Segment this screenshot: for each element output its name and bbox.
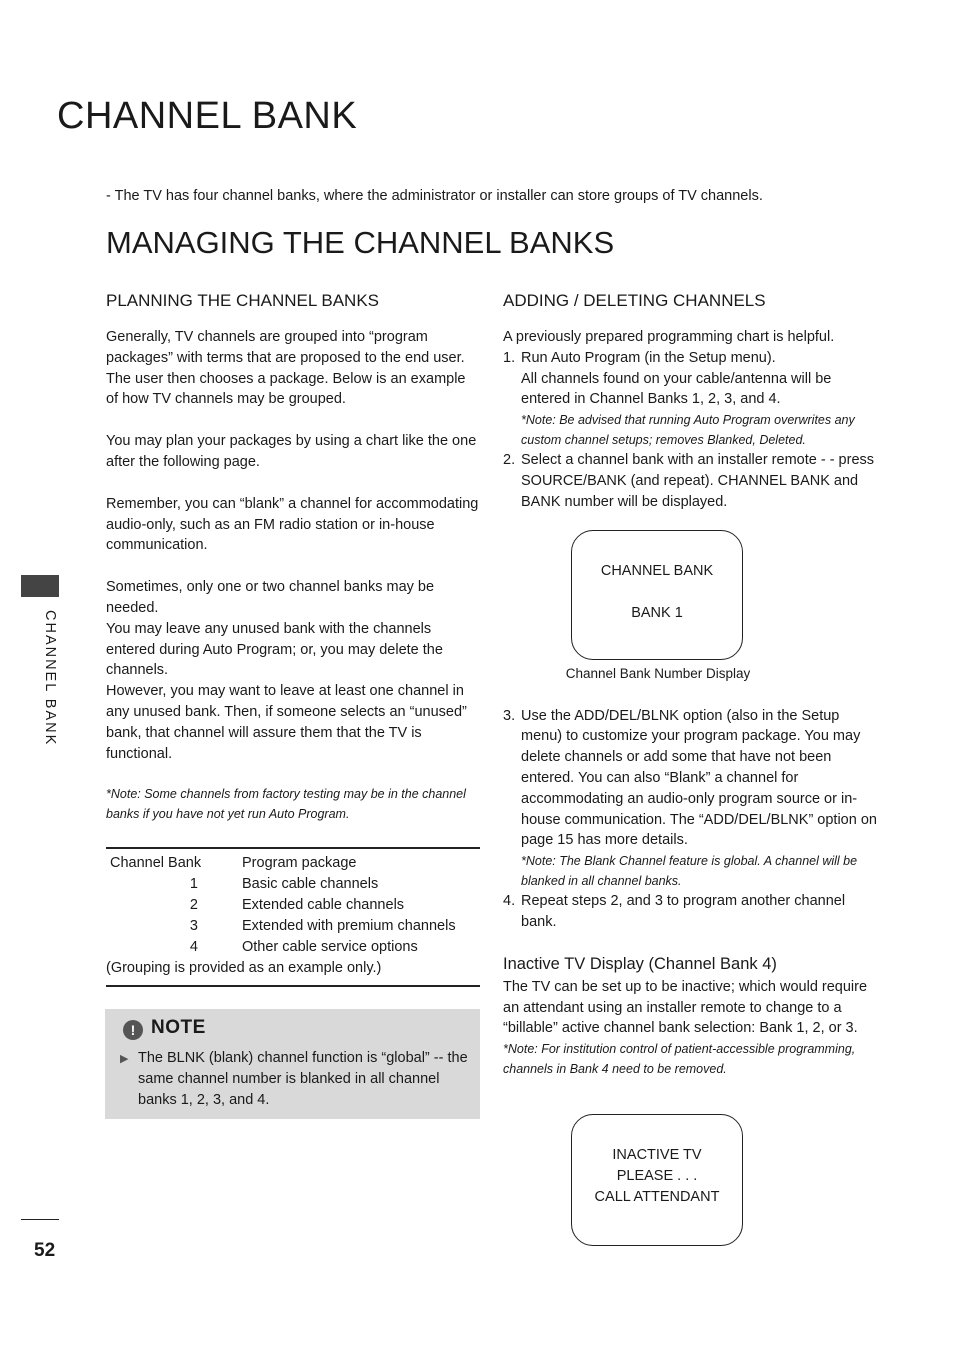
step-number: 3.: [503, 707, 516, 724]
planning-paragraph: Remember, you can “blank” a channel for accommodating audio-only, such as an FM radio station or in-house communication.: [106, 495, 479, 554]
step-number: 2.: [503, 452, 516, 469]
planning-paragraph: Generally, TV channels are grouped into “program packages” with terms that are proposed to the end user. The user then chooses a package. Below is an example of how TV channels may be grouped.: [106, 329, 466, 408]
note-title: NOTE: [151, 1017, 206, 1038]
screen-text: CHANNEL BANK: [600, 563, 714, 579]
note-text: The BLNK (blank) channel function is “global” -- the same channel number is blanked in all channel banks 1, 2, 3, and 4.: [138, 1050, 468, 1108]
planning-paragraph: You may plan your packages by using a chart like the one after the following page.: [106, 433, 477, 470]
planning-paragraph: Sometimes, only one or two channel banks may be needed.: [106, 579, 435, 616]
adding-lead: A previously prepared programming chart is helpful.: [503, 329, 835, 345]
step-1: [503, 348, 883, 369]
table-header-package: Program package: [242, 855, 357, 871]
table-row: [106, 916, 480, 937]
side-label: CHANNEL BANK: [42, 610, 58, 747]
section-title: MANAGING THE CHANNEL BANKS: [106, 225, 615, 260]
intro-text: - The TV has four channel banks, where the administrator or installer can store groups of TV channels.: [106, 188, 763, 204]
step-4: [503, 891, 883, 933]
triangle-bullet-icon: ▶: [120, 1053, 129, 1065]
side-tab-marker: [21, 575, 59, 597]
table-cell-bank: 1: [189, 876, 198, 892]
step-3: [503, 706, 883, 852]
planning-column: [106, 290, 480, 824]
table-cell-package: Basic cable channels: [242, 876, 379, 892]
adding-heading: ADDING / DELETING CHANNELS: [503, 291, 766, 310]
screen-text: BANK 1: [631, 605, 683, 621]
tv-screen-inactive-display: [571, 1114, 743, 1246]
tv-screen-bank-display: [571, 530, 743, 660]
table-cell-bank: 3: [189, 918, 198, 934]
page-title: CHANNEL BANK: [57, 95, 358, 137]
step-number: 4.: [503, 893, 516, 910]
screen-caption: Channel Bank Number Display: [565, 666, 751, 681]
adding-column: [503, 290, 883, 1079]
step-note: *Note: The Blank Channel feature is global. A channel will be blanked in all channel banks.: [521, 854, 858, 889]
inactive-text: The TV can be set up to be inactive; which would require an attendant using an installer remote to change to a “billable” active channel bank selection: Bank 1, 2, or 3.: [503, 978, 868, 1037]
table-cell-bank: 4: [189, 939, 198, 955]
step-2: [503, 450, 883, 512]
planning-note: *Note: Some channels from factory testing may be in the channel banks if you have not yet run Auto Program.: [106, 787, 466, 822]
planning-paragraph: You may leave any unused bank with the channels entered during Auto Program; or, you may delete the channels.: [106, 620, 443, 679]
channel-bank-table: [106, 847, 480, 987]
table-footer-text: (Grouping is provided as an example only.): [106, 960, 382, 976]
table-cell-package: Extended cable channels: [242, 897, 405, 913]
table-footer: [106, 958, 480, 979]
step-note: *Note: Be advised that running Auto Program overwrites any custom channel setups; removes Blanked, Deleted.: [521, 413, 855, 448]
table-row: [106, 895, 480, 916]
table-cell-package: Extended with premium channels: [242, 918, 456, 934]
planning-paragraph: However, you may want to leave at least one channel in any unused bank. Then, if someone selects an “unused” bank, that channel will assure them that the TV is functional.: [106, 683, 467, 762]
screen-lines: [572, 1145, 742, 1208]
table-row: [106, 937, 480, 958]
screen-text: CALL ATTENDANT: [594, 1189, 720, 1205]
page-number: 52: [34, 1240, 56, 1261]
step-text: Repeat steps 2, and 3 to program another channel bank.: [521, 893, 846, 930]
table-header-row: [106, 853, 480, 874]
inactive-heading: Inactive TV Display (Channel Bank 4): [503, 954, 777, 973]
table-cell-package: Other cable service options: [242, 939, 418, 955]
step-text: Use the ADD/DEL/BLNK option (also in the Setup menu) to customize your program package. You may delete channels or add some that have not been entered. You can also “Blank” a channel for accommodating an audio-only program source or in-house communication. The “ADD/DEL/BLNK” option on page 15 has more details.: [521, 707, 877, 849]
step-number: 1.: [503, 349, 516, 366]
step-text: Select a channel bank with an installer remote - - press SOURCE/BANK (and repeat). CHANNEL BANK and BANK number will be displayed.: [521, 452, 875, 510]
step-text: Run Auto Program (in the Setup menu).: [521, 349, 776, 366]
table-cell-bank: 2: [189, 897, 198, 913]
planning-heading: PLANNING THE CHANNEL BANKS: [106, 291, 380, 310]
exclamation-icon: !: [123, 1020, 143, 1040]
table-header-bank: Channel Bank: [110, 855, 202, 871]
page-number-rule: [21, 1219, 59, 1220]
note-box: [105, 1009, 480, 1119]
screen-text: INACTIVE TV: [612, 1147, 702, 1163]
screen-text: PLEASE . . .: [616, 1168, 698, 1184]
step-detail: All channels found on your cable/antenna will be entered in Channel Banks 1, 2, 3, and 4.: [521, 370, 832, 408]
inactive-note: *Note: For institution control of patient-accessible programming, channels in Bank 4 need to be removed.: [503, 1042, 856, 1077]
table-row: [106, 874, 480, 895]
